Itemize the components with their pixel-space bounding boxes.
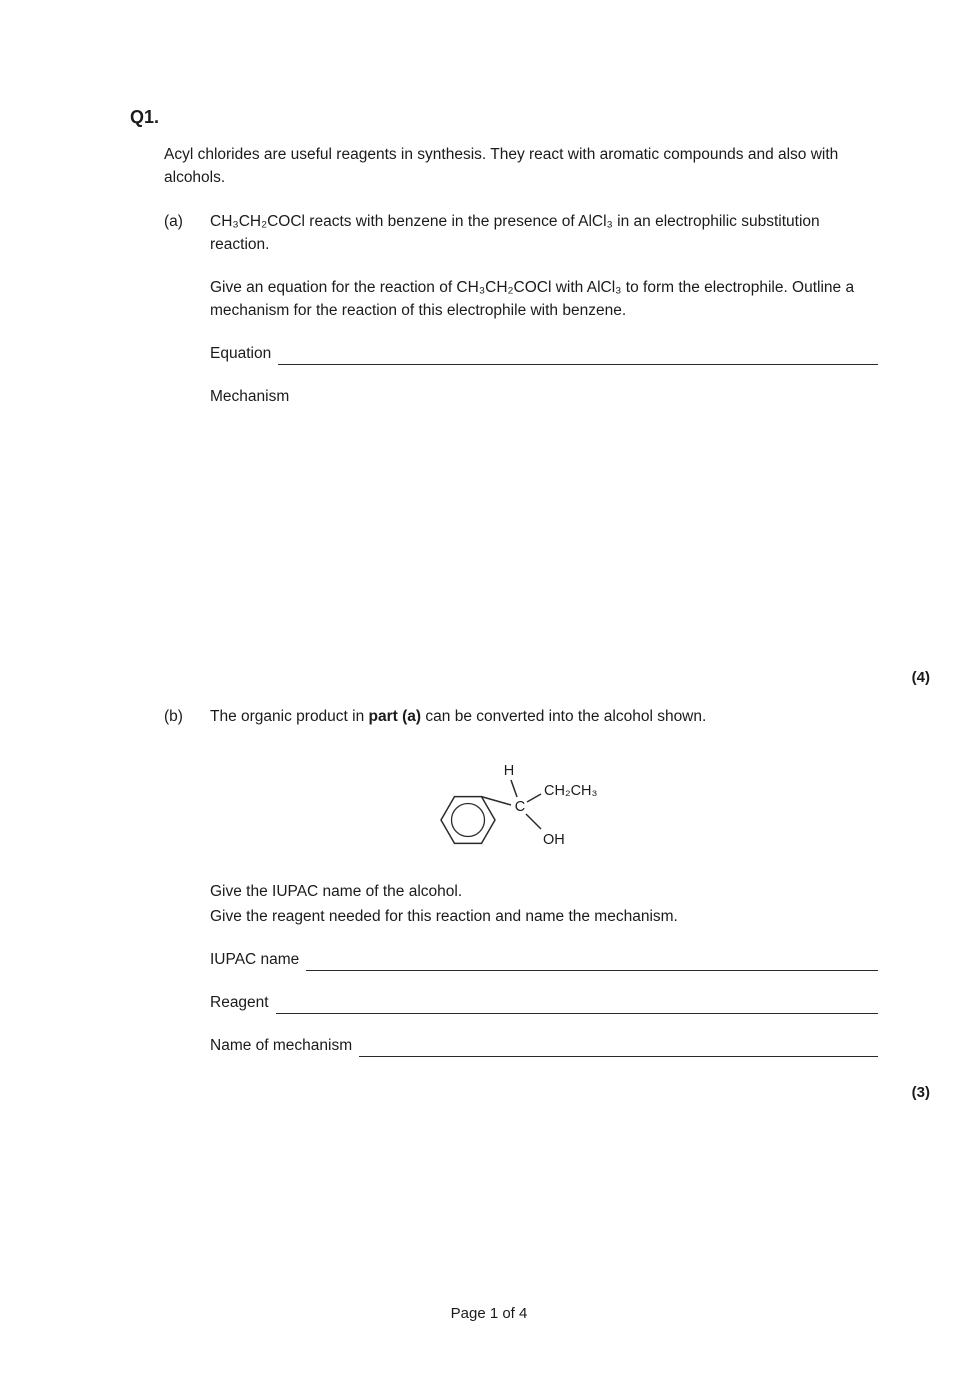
part-a-instruction: Give an equation for the reaction of CH₃CH₂COCl with AlCl₃ to form the electrophile. Outline a mechanism for the reaction of this electrophile with benzene. [210,279,855,319]
mechanism-label: Mechanism [210,388,290,405]
part-b-statement [210,705,878,728]
h-atom-label: H [503,763,515,779]
equation-answer-row [210,342,878,365]
iupac-name-label: IUPAC name [210,951,300,968]
mechanism-workspace [210,428,878,666]
reagent-answer-line [276,995,878,1014]
alcohol-structure-diagram [420,748,625,866]
part-b-instruction-2: Give the reagent needed for this reaction and name the mechanism. [210,908,678,925]
question-number: Q1. [130,107,160,127]
alcohol-structure-svg [420,748,625,866]
part-a-label: (a) [164,213,183,230]
bond-c-oh [526,814,541,829]
reagent-answer-row [210,991,878,1014]
part-b [164,705,878,1077]
part-a-marks: (4) [911,669,930,686]
iupac-answer-row [210,948,878,971]
part-b-body [210,705,878,1077]
question-intro: Acyl chlorides are useful reagents in synthesis. They react with aromatic compounds and also with alcohols. [164,146,839,186]
equation-answer-line [278,346,878,365]
c-atom-label: C [514,799,526,815]
mechanism-name-answer-row [210,1034,878,1057]
part-b-statement-bold: part (a) [368,708,422,725]
part-b-statement-suffix: can be converted into the alcohol shown. [421,708,707,725]
reagent-label: Reagent [210,994,269,1011]
part-b-marks: (3) [911,1084,930,1101]
part-a-statement: CH₃CH₂COCl reacts with benzene in the presence of AlCl₃ in an electrophilic substitution reaction. [210,213,820,253]
part-b-instruction-1: Give the IUPAC name of the alcohol. [210,883,463,900]
mechanism-name-label: Name of mechanism [210,1037,353,1054]
iupac-answer-line [306,952,878,971]
equation-label: Equation [210,345,272,362]
page-footer: Page 1 of 4 [450,1305,528,1322]
part-a [164,210,878,666]
part-b-label: (b) [164,708,183,725]
part-a-body [210,210,878,666]
oh-group-label: OH [543,832,565,848]
bond-h-c [511,780,517,797]
benzene-circle [452,804,485,837]
mechanism-name-answer-line [359,1038,878,1057]
ethyl-group-label: CH₂CH₃ [544,783,598,799]
bond-c-ethyl [527,794,541,802]
part-b-statement-prefix: The organic product in [210,708,369,725]
